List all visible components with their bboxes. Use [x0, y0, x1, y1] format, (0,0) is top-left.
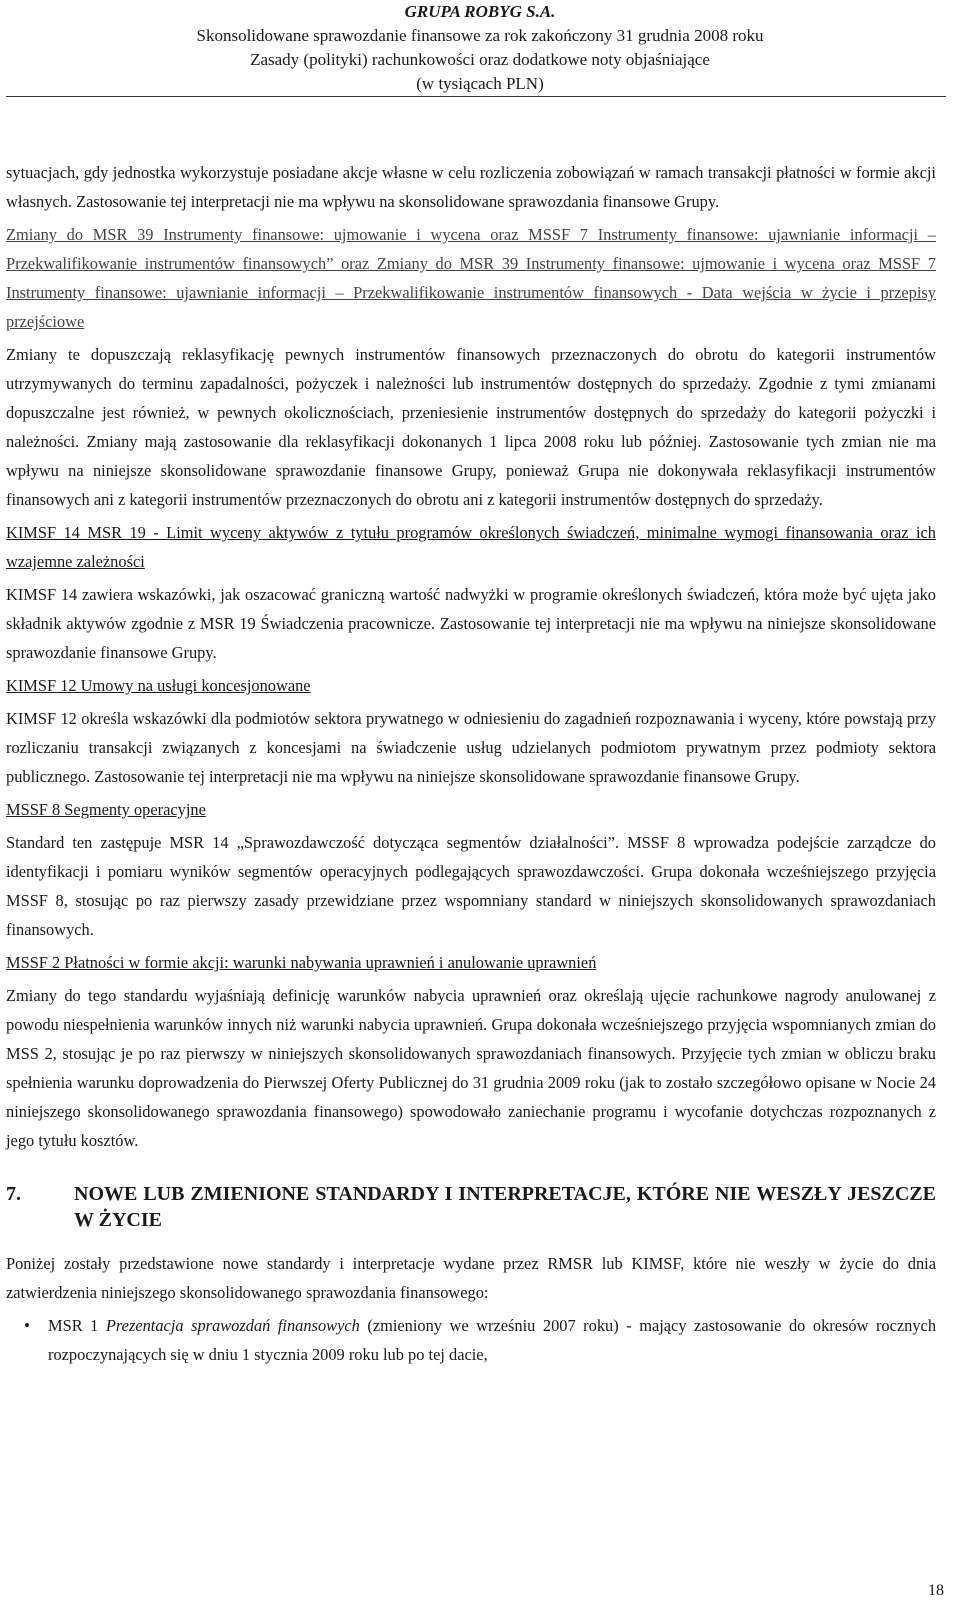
list-item-italic-title: Prezentacja sprawozdań finansowych [105, 1316, 360, 1335]
subheading-mssf2: MSSF 2 Płatności w formie akcji: warunki nabywania uprawnień i anulowanie uprawnień [6, 953, 597, 972]
section-intro: Poniżej zostały przedstawione nowe standardy i interpretacje wydane przez RMSR lub KIMSF, które nie weszły w życie do dnia zatwierdzenia niniejszego skonsolidowanego sprawozdania finansowego: [6, 1254, 936, 1302]
paragraph: KIMSF 12 określa wskazówki dla podmiotów sektora prywatnego w odniesieniu do zagadnień rozpoznawania i wyceny, które powstają przy rozliczaniu transakcji związanych z koncesjami na świadczenie usług udzielanych podmiotom prywatnym przez podmioty sektora publicznego. Zastosowanie tej interpretacji nie ma wpływu na niniejsze skonsolidowane sprawozdanie finansowe Grupy. [6, 709, 936, 786]
section-title: NOWE LUB ZMIENIONE STANDARDY I INTERPRETACJE, KTÓRE NIE WESZŁY JESZCZE W ŻYCIE [74, 1183, 936, 1231]
company-name: GRUPA ROBYG S.A. [404, 2, 556, 21]
section-heading-7 [6, 1181, 936, 1233]
report-title: Skonsolidowane sprawozdanie finansowe za rok zakończony 31 grudnia 2008 roku [196, 26, 764, 45]
currency-note: (w tysiącach PLN) [416, 74, 544, 93]
list-item-prefix: MSR 1 [48, 1316, 106, 1335]
bullet-icon: • [24, 1316, 30, 1335]
paragraph: Standard ten zastępuje MSR 14 „Sprawozdawczość dotycząca segmentów działalności”. MSSF 8 wprowadza podejście zarządcze do identyfikacji i pomiaru wyników segmentów operacyjnych podlegających sprawozdawczości. Grupa dokonała wcześniejszego przyjęcia MSSF 8, stosując po raz pierwszy zasady przewidziane przez wspomniany standard w niniejszych skonsolidowanych sprawozdaniach finansowych. [6, 833, 936, 939]
subheading-kimsf12: KIMSF 12 Umowy na usługi koncesjonowane [6, 676, 311, 695]
subheading-mssf8: MSSF 8 Segmenty operacyjne [6, 800, 206, 819]
section-number: 7. [6, 1183, 21, 1205]
paragraph: Zmiany do tego standardu wyjaśniają definicję warunków nabycia uprawnień oraz określają ujęcie rachunkowe nagrody anulowanej z powodu niespełnienia warunków innych niż warunki nabycia uprawnień. Grupa dokonała wcześniejszego przyjęcia wspomnianych zmian do MSS 2, stosując je po raz pierwszy w niniejszych skonsolidowanych sprawozdaniach finansowych. Przyjęcie tych zmian w obliczu braku spełnienia warunku doprowadzenia do Pierwszej Oferty Publicznej do 31 grudnia 2009 roku (jak to zostało szczegółowo opisane w Nocie 24 niniejszego skonsolidowanego sprawozdania finansowego) spowodowało zaniechanie programu i wycofanie dotychczas rozpoznanych z jego tytułu kosztów. [6, 986, 936, 1150]
list-item-rest: (zmieniony we wrześniu 2007 roku) - mający zastosowanie do okresów rocznych rozpoczynających się w dniu 1 stycznia 2009 roku lub po tej dacie, [48, 1316, 937, 1364]
document-body [6, 158, 936, 1369]
paragraph: Zmiany te dopuszczają reklasyfikację pewnych instrumentów finansowych przeznaczonych do obrotu do kategorii instrumentów utrzymywanych do terminu zapadalności, pożyczek i należności lub instrumentów dostępnych do sprzedaży. Zgodnie z tymi zmianami dopuszczalne jest również, w pewnych okolicznościach, przeniesienie instrumentów dostępnych do sprzedaży do kategorii pożyczki i należności. Zmiany mają zastosowanie dla reklasyfikacji dokonanych 1 lipca 2008 roku lub później. Zastosowanie tych zmian nie ma wpływu na niniejsze skonsolidowane sprawozdanie finansowe Grupy, ponieważ Grupa nie dokonywała reklasyfikacji instrumentów finansowych ani z kategorii instrumentów przeznaczonych do obrotu ani z kategorii instrumentów dostępnych do sprzedaży. [6, 345, 936, 509]
paragraph: sytuacjach, gdy jednostka wykorzystuje posiadane akcje własne w celu rozliczenia zobowiązań w ramach transakcji płatności w formie akcji własnych. Zastosowanie tej interpretacji nie ma wpływu na skonsolidowane sprawozdania finansowe Grupy. [6, 163, 936, 211]
list-item-text [48, 1311, 936, 1369]
subheading-msr39: Zmiany do MSR 39 Instrumenty finansowe: ujmowanie i wycena oraz MSSF 7 Instrumenty finansowe: ujawnianie informacji – Przekwalifikowanie instrumentów finansowych” oraz Zmiany do MSR 39 Instrumenty finansowe: ujmowanie i wycena oraz MSSF 7 Instrumenty finansowe: ujawnianie informacji – Przekwalifikowanie instrumentów finansowych - Data wejścia w życie i przepisy przejściowe [6, 225, 936, 331]
page-number: 18 [928, 1582, 944, 1599]
list-item [6, 1311, 936, 1369]
page-header [0, 0, 960, 98]
report-subtitle: Zasady (polityki) rachunkowości oraz dodatkowe noty objaśniające [250, 50, 710, 69]
paragraph: KIMSF 14 zawiera wskazówki, jak oszacować graniczną wartość nadwyżki w programie określonych świadczeń, która może być ujęta jako składnik aktywów zgodnie z MSR 19 Świadczenia pracownicze. Zastosowanie tej interpretacji nie ma wpływu na niniejsze skonsolidowane sprawozdanie finansowe Grupy. [6, 585, 936, 662]
subheading-kimsf14: KIMSF 14 MSR 19 - Limit wyceny aktywów z tytułu programów określonych świadczeń, minimalne wymogi finansowania oraz ich wzajemne zależności [6, 523, 936, 571]
header-divider [6, 96, 946, 97]
